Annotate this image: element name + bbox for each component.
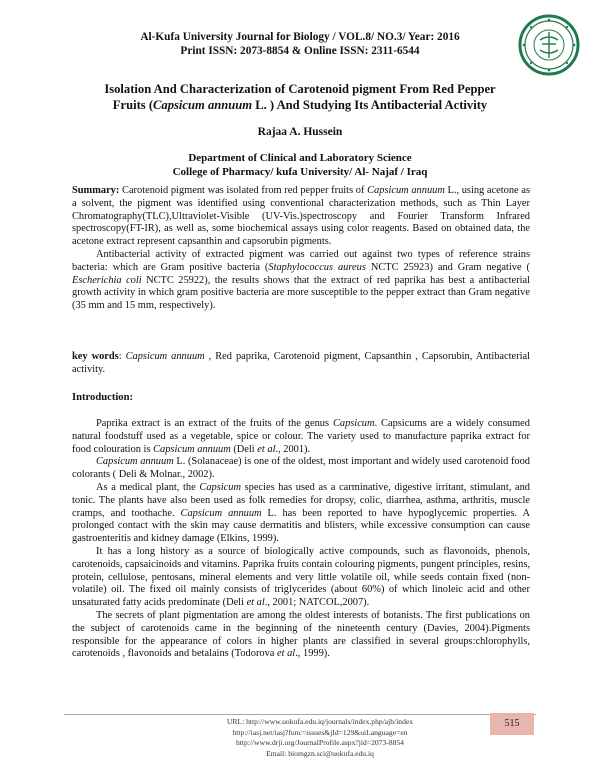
species-name: Capsicum annuum [153,443,231,455]
text: NCTC 25923) and Gram negative ( [365,261,530,273]
et-al: et al [277,648,296,660]
text: : [118,351,126,362]
footer-url-3[interactable]: http://www.drji.org/JournalProfile.aspx?jid=2073-8854 [236,738,404,747]
footer-divider [64,714,536,715]
affiliation-department: Department of Clinical and Laboratory Science [188,152,412,164]
footer-links [150,717,490,759]
affiliation [0,151,600,179]
title-species: Capsicum annuum [153,98,253,112]
text: As a medical plant, the [96,481,200,493]
species-name: Capsicum annuum [180,507,262,519]
keywords-label: key words [72,351,119,362]
species-name: Capsicum [332,418,375,429]
text: NCTC 25922), the results shows that the extract of red paprika has best a antibacterial growth activity in which gram positive bacteria are more susceptible to the pepper extract than Gram negative (35 mm and 15 mm, respectively). [72,274,530,312]
title-line-2 [55,97,545,113]
text: Carotenoid pigment was isolated from red pepper fruits of [119,185,368,196]
summary-section [72,185,530,313]
journal-title-line: Al-Kufa University Journal for Biology / VOL.8/ NO.3/ Year: 2016 [140,31,460,43]
species-name: Escherichia coli [72,274,142,286]
text: , Red paprika, Carotenoid pigment, Capsanthin , Capsorubin, Antibacterial activity. [72,351,531,375]
footer-url-2[interactable]: http://iasj.net/iasj?func=issues&jId=129&uiLanguage=en [232,727,408,737]
title-line-1: Isolation And Characterization of Carotenoid pigment From Red Pepper [104,82,496,96]
text: L. has been reported to have hypoglycemic properties. A prolonged contact with the skin may cause dermatitis and blisters, while excessive consumption can cause gastroenteritis and kidney damage (Elkins, 1999). [72,507,531,545]
affiliation-college: College of Pharmacy/ kufa University/ Al- Najaf / Iraq [172,166,428,178]
article-title [55,81,545,113]
text: L. (Solanaceae) is one of the oldest, most important and widely used carotenoid food colorants ( Deli & Molnar., 2002). [72,456,530,481]
summary-paragraph-1 [72,185,530,249]
footer-email[interactable]: Email: biomgzn.sci@uokufa.edu.iq [266,748,374,758]
text: Antibacterial activity of extracted pigment was carried out against two types of reference strains bacteria: which are Gram positive bacteria ( [72,248,530,273]
et-al: et al [246,597,265,609]
et-al: et al [257,443,276,455]
summary-paragraph-2 [72,249,530,313]
author-name: Rajaa A. Hussein [257,126,343,138]
summary-label: Summary: [72,185,120,196]
intro-paragraph-5 [72,610,530,661]
title-text: L. ) And Studying Its Antibacterial Activity [252,98,488,112]
text: species has used as a carminative, digestive irritant, stimulant, and tonic. The plants have also been used as folk remedies for dropsy, colic, diarrhea, asthma, arthritis, muscle cramps, and toothache. [72,481,530,519]
text: ., 2001). [275,443,311,455]
intro-paragraph-2 [72,456,530,482]
title-text: Fruits ( [112,98,154,112]
text: (Deli [230,443,258,455]
intro-paragraph-3 [72,482,530,546]
keywords-section [72,351,530,377]
footer-url-1[interactable]: URL: http://www.uokufa.edu.iq/journals/index.php/ajb/index [226,717,414,726]
issn-line: Print ISSN: 2073-8854 & Online ISSN: 2311-6544 [180,45,420,57]
text: L., using acetone as a solvent, the pigment was identified using conventional characterization methods, such as Thin Layer Chromatography(TLC),Ultraviolet-Visible (UV-Vis.)spectroscopy and Fourier Transform Infrared spectroscopy(FT-IR), as well as, some biochemical assays using color reagents. Based on obtained data, the acetone extract represent capsanthin and capsorubin pigments. [72,185,530,248]
species-name: Staphylococcus aureus [268,261,366,273]
text: ., 1999). [295,648,330,660]
introduction-heading: Introduction: [72,392,134,403]
text: Paprika extract is an extract of the fruits of the genus [96,418,333,429]
species-name: Capsicum annuum [367,185,445,196]
keywords-paragraph [72,351,530,377]
text: It has a long history as a source of biologically active compounds, such as flavonoids, phenols, carotenoids, capsaicinoids and vitamins. Paprika fruits contain colouring pigments, pungent principles, resins, protein, cellulose, pentosans, mineral elements and very little volatile oil, while seeds contain fixed (non-volatile) oil. The fixed oil mainly consists of triglycerides (about 60%) of which linoleic acid and other unsaturated fatty acids predominate (Deli [72,545,530,609]
intro-paragraph-4 [72,546,530,610]
page-number-badge: 515 [490,713,534,735]
species-name: Capsicum annuum [96,456,174,468]
species-name: Capsicum annuum [125,351,205,362]
introduction-section [72,418,530,661]
journal-header [70,30,530,58]
text: The secrets of plant pigmentation are among the oldest interests of botanists. The first publications on the subject of carotenoids came in the beginning of the nineteenth century (Davies, 2004).Pigments responsible for the appearance of colors in higher plants are classified in several groups:chlorophylls, carotenoids , flavonoids and betalains (Todorova [72,609,530,660]
university-seal-icon [518,14,580,76]
species-name: Capsicum [199,481,241,493]
text: ., 2001; NATCOL,2007). [264,597,370,609]
text: . Capsicums are a widely consumed natural foodstuff used as a vegetable, spice or colour. The variety used to manufacture paprika extract for food colouration is [72,418,530,455]
intro-paragraph-1 [72,418,530,456]
